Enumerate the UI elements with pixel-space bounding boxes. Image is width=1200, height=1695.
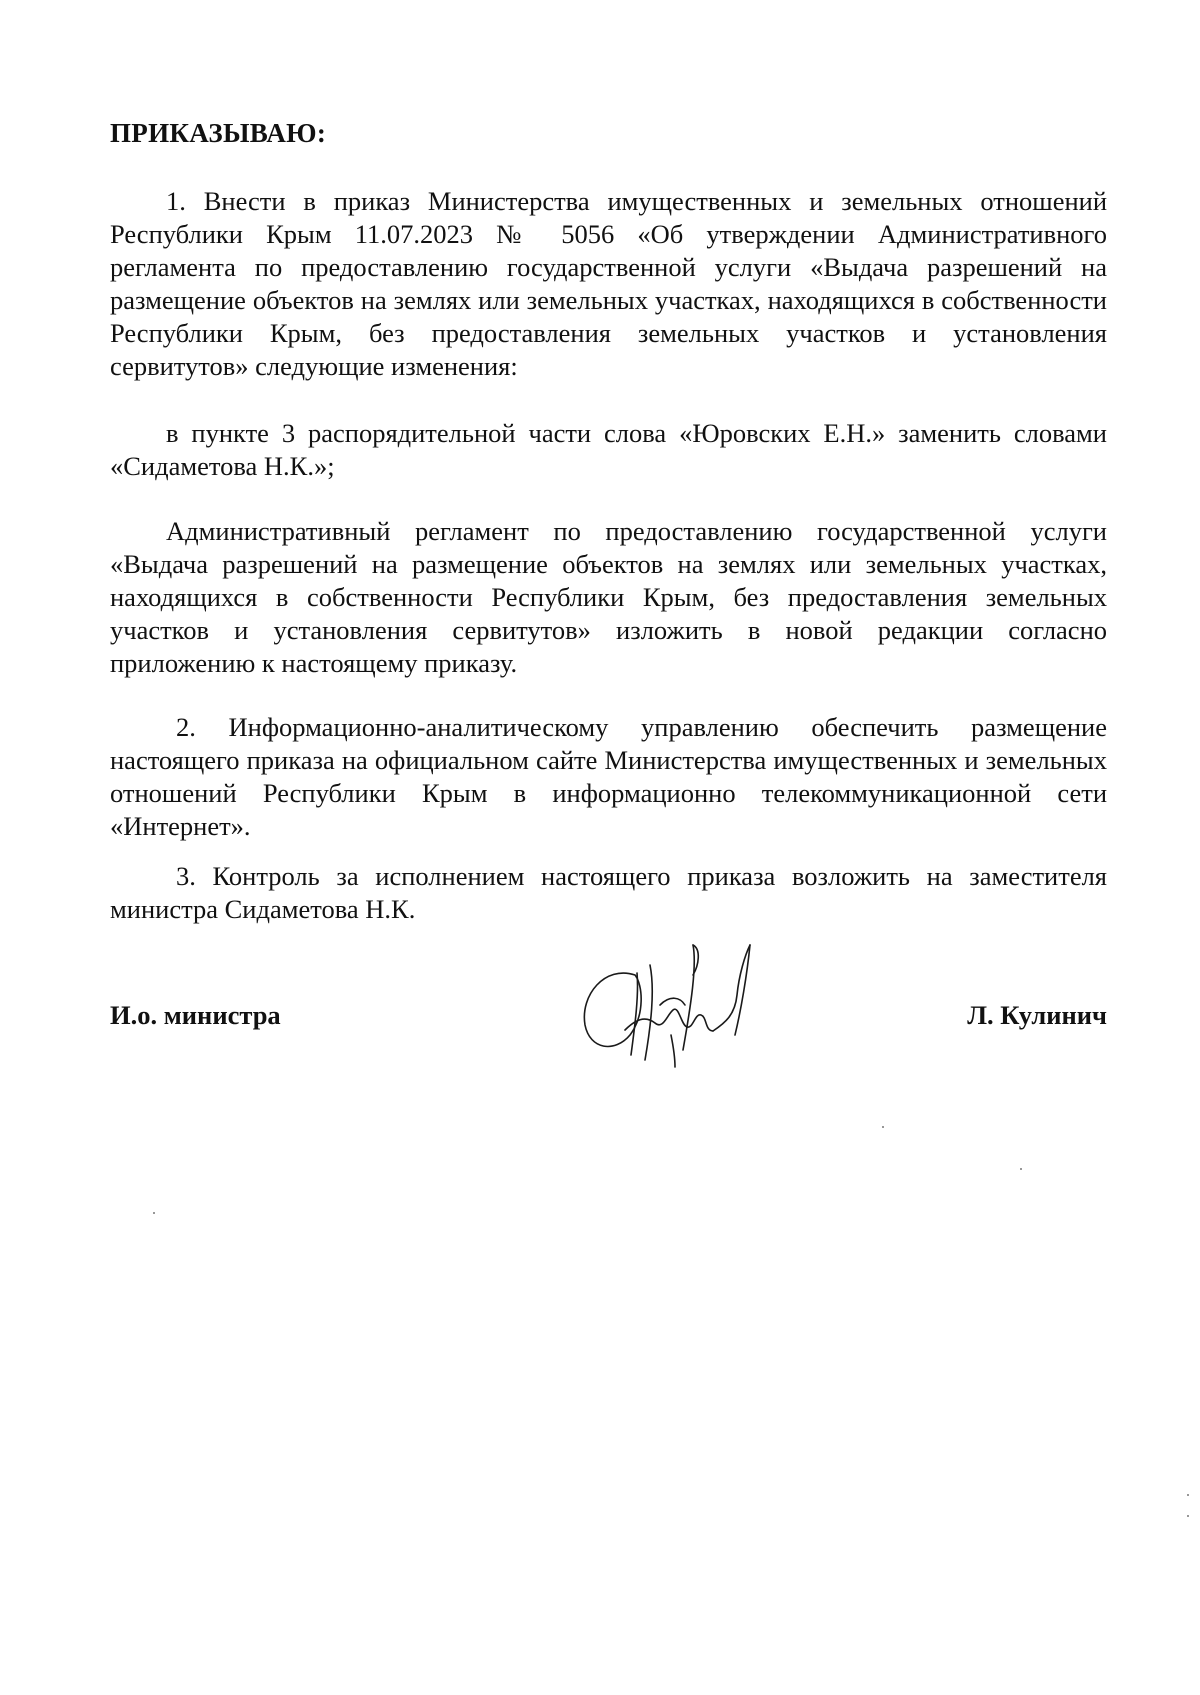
scan-speck — [1187, 1494, 1189, 1496]
scan-speck — [1020, 1168, 1022, 1170]
order-heading: ПРИКАЗЫВАЮ: — [110, 118, 327, 148]
amendment-new-edition: Административный регламент по предоставлению государственной услуги «Выдача разрешений на размещение объектов на землях или земельных участках, находящихся в собственности Республики Крым, без предоставления земельных участков и установления сервитутов» изложить в новой редакции согласно приложению к настоящему приказу. — [110, 516, 1107, 678]
scan-speck — [882, 1126, 884, 1128]
handwritten-signature — [575, 935, 815, 1075]
scan-speck — [153, 1212, 155, 1214]
order-item-3: 3. Контроль за исполнением настоящего приказа возложить на заместителя министра Сидаметова Н.К. — [110, 861, 1107, 924]
scan-speck — [1187, 1515, 1189, 1517]
order-item-2: 2. Информационно-аналитическому управлению обеспечить размещение настоящего приказа на официальном сайте Министерства имущественных и земельных отношений Республики Крым в информационно телекоммуникационной сети «Интернет». — [110, 712, 1107, 841]
amendment-replace-names: в пункте 3 распорядительной части слова «Юровских Е.Н.» заменить словами «Сидаметова Н.К.»; — [110, 418, 1107, 481]
order-item-1: 1. Внести в приказ Министерства имущественных и земельных отношений Республики Крым 11.07.2023 № 5056 «Об утверждении Административного регламента по предоставлению государственной услуги «Выдача разрешений на размещение объектов на землях или земельных участках, находящихся в собственности Республики Крым, без предоставления земельных участков и установления сервитутов» следующие изменения: — [110, 186, 1107, 381]
signatory-title: И.о. министра — [110, 1000, 281, 1030]
signatory-name: Л. Кулинич — [967, 1000, 1107, 1030]
